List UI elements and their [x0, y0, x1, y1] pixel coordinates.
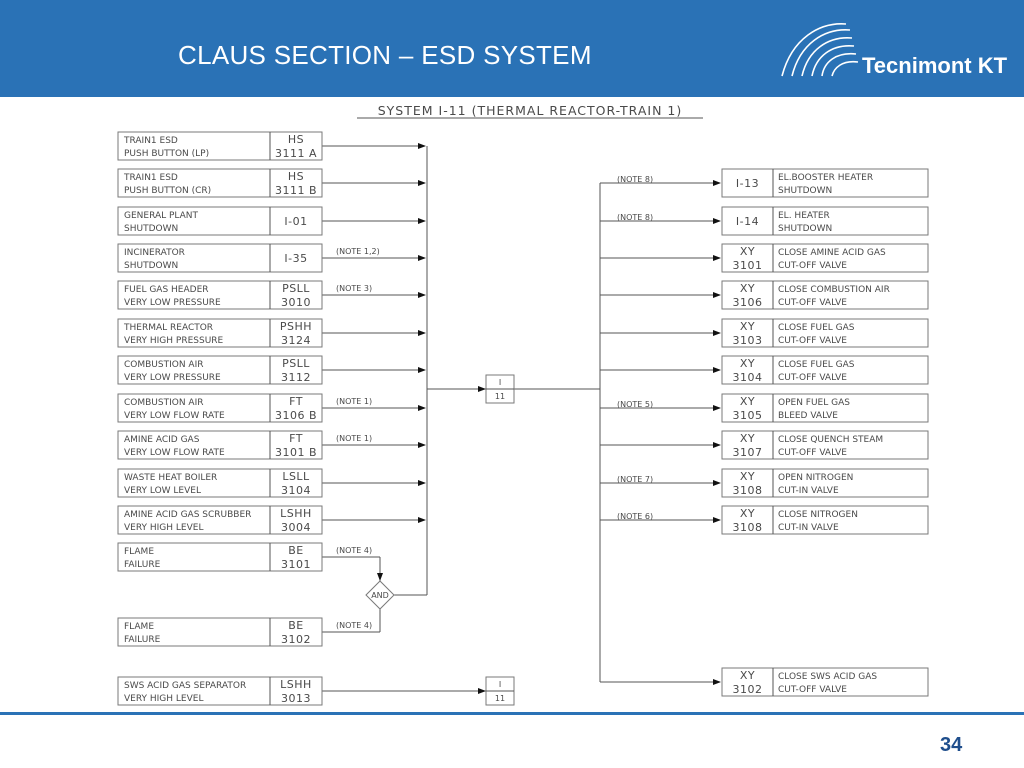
tecnimont-logo-icon	[780, 18, 860, 80]
output-note: (NOTE 7)	[617, 475, 654, 484]
input-tag-number: 3013	[281, 692, 311, 705]
output-description: CLOSE SWS ACID GAS	[778, 672, 878, 682]
input-description: COMBUSTION AIR	[124, 398, 204, 408]
input-tag-number: 3004	[281, 521, 311, 534]
input-tag: HS	[287, 170, 305, 183]
input-description: FAILURE	[124, 635, 161, 645]
input-tag-number: 3101 B	[274, 446, 318, 459]
junction-label: I	[498, 378, 502, 387]
input-description: GENERAL PLANT	[124, 211, 199, 221]
input-description: SHUTDOWN	[124, 224, 179, 234]
output-tag: I-14	[735, 215, 760, 228]
input-description: COMBUSTION AIR	[124, 360, 204, 370]
input-tag: I-35	[284, 252, 308, 265]
output-arrow-head	[713, 679, 721, 685]
input-description: TRAIN1 ESD	[124, 136, 178, 146]
output-arrow-head	[713, 292, 721, 298]
output-arrow-head	[713, 255, 721, 261]
junction-arrow-head	[478, 386, 486, 392]
input-note: (NOTE 3)	[336, 284, 373, 293]
output-note: (NOTE 6)	[617, 512, 654, 521]
input-tag: FT	[289, 395, 303, 408]
input-tag: LSLL	[282, 470, 310, 483]
junction-label: 11	[494, 694, 506, 703]
input-description: SWS ACID GAS SEPARATOR	[124, 681, 247, 691]
input-arrow-head	[418, 180, 426, 186]
input-tag: PSLL	[282, 357, 310, 370]
input-note: (NOTE 4)	[336, 621, 373, 630]
input-tag: FT	[289, 432, 303, 445]
output-description: CUT-OFF VALVE	[778, 448, 847, 458]
input-description: FLAME	[124, 547, 155, 557]
input-tag-number: 3112	[281, 371, 311, 384]
input-tag: BE	[288, 619, 304, 632]
input-arrow-head	[418, 255, 426, 261]
output-tag-number: 3108	[732, 521, 763, 534]
input-arrow-head	[418, 405, 426, 411]
output-description: SHUTDOWN	[778, 224, 833, 234]
output-tag-number: 3103	[732, 334, 763, 347]
input-tag-number: 3102	[281, 633, 311, 646]
input-description: VERY HIGH LEVEL	[124, 523, 204, 533]
input-description: INCINERATOR	[124, 248, 185, 258]
input-arrow-head	[418, 480, 426, 486]
input-description: VERY HIGH LEVEL	[124, 694, 204, 704]
esd-logic-diagram	[0, 97, 1024, 712]
input-tag-number: 3104	[281, 484, 311, 497]
input-description: VERY LOW FLOW RATE	[124, 411, 225, 421]
output-tag: XY	[739, 320, 756, 333]
output-arrow-head	[713, 180, 721, 186]
output-description: CUT-IN VALVE	[778, 486, 839, 496]
input-tag: LSHH	[280, 507, 312, 520]
input-tag-number: 3101	[281, 558, 311, 571]
output-arrow-head	[713, 517, 721, 523]
output-arrow-head	[713, 218, 721, 224]
output-description: CUT-IN VALVE	[778, 523, 839, 533]
input-arrow-head	[418, 292, 426, 298]
output-arrow-head	[713, 367, 721, 373]
output-tag: XY	[739, 669, 756, 682]
input-description: PUSH BUTTON (CR)	[124, 186, 212, 196]
input-description: FUEL GAS HEADER	[124, 285, 209, 295]
system-title: SYSTEM I-11 (THERMAL REACTOR-TRAIN 1)	[377, 103, 683, 118]
junction-label: 11	[494, 392, 506, 401]
output-description: CUT-OFF VALVE	[778, 336, 847, 346]
output-note: (NOTE 8)	[617, 213, 654, 222]
output-tag-number: 3102	[732, 683, 763, 696]
input-arrow-head	[418, 442, 426, 448]
output-description: CUT-OFF VALVE	[778, 685, 847, 695]
output-tag-number: 3107	[732, 446, 763, 459]
output-tag-number: 3104	[732, 371, 763, 384]
and-input-arrow-head	[377, 573, 383, 581]
input-arrow-head	[418, 517, 426, 523]
input-description: AMINE ACID GAS SCRUBBER	[124, 510, 252, 520]
output-description: CLOSE NITROGEN	[778, 510, 858, 520]
output-description: CUT-OFF VALVE	[778, 261, 847, 271]
output-arrow-head	[713, 442, 721, 448]
input-note: (NOTE 1,2)	[336, 247, 380, 256]
input-tag: I-01	[284, 215, 308, 228]
input-description: AMINE ACID GAS	[124, 435, 200, 445]
output-tag: XY	[739, 470, 756, 483]
and-gate-label: AND	[371, 591, 389, 600]
input-tag-number: 3111 A	[274, 147, 318, 160]
output-description: BLEED VALVE	[778, 411, 838, 421]
output-tag: XY	[739, 507, 756, 520]
input-description: THERMAL REACTOR	[124, 323, 214, 333]
input-description: VERY LOW PRESSURE	[124, 373, 221, 383]
input-description: FLAME	[124, 622, 155, 632]
junction2-arrow-head	[478, 688, 486, 694]
output-description: CLOSE COMBUSTION AIR	[778, 285, 890, 295]
output-description: CUT-OFF VALVE	[778, 373, 847, 383]
input-arrow-head	[418, 367, 426, 373]
input-tag: PSLL	[282, 282, 310, 295]
output-description: CUT-OFF VALVE	[778, 298, 847, 308]
input-note: (NOTE 1)	[336, 434, 373, 443]
output-description: CLOSE FUEL GAS	[778, 323, 855, 333]
input-note: (NOTE 1)	[336, 397, 373, 406]
output-tag: XY	[739, 282, 756, 295]
input-description: WASTE HEAT BOILER	[124, 473, 218, 483]
input-description: TRAIN1 ESD	[124, 173, 178, 183]
input-tag: PSHH	[279, 320, 313, 333]
input-arrow-head	[418, 218, 426, 224]
output-tag: XY	[739, 245, 756, 258]
output-arrow-head	[713, 405, 721, 411]
output-arrow-head	[713, 480, 721, 486]
logo-text: Tecnimont KT	[862, 53, 1008, 78]
output-description: CLOSE AMINE ACID GAS	[778, 248, 886, 258]
output-description: EL.BOOSTER HEATER	[778, 173, 874, 183]
output-tag-number: 3101	[732, 259, 763, 272]
input-description: VERY LOW PRESSURE	[124, 298, 221, 308]
output-tag-number: 3105	[732, 409, 763, 422]
output-tag: XY	[739, 432, 756, 445]
input-arrow-head	[418, 143, 426, 149]
diagram-blocks	[118, 132, 928, 705]
input-description: FAILURE	[124, 560, 161, 570]
output-description: OPEN NITROGEN	[778, 473, 854, 483]
input-description: VERY HIGH PRESSURE	[124, 336, 224, 346]
output-note: (NOTE 5)	[617, 400, 654, 409]
output-tag: XY	[739, 395, 756, 408]
input-note: (NOTE 4)	[336, 546, 373, 555]
input-description: PUSH BUTTON (LP)	[124, 149, 210, 159]
input-description: SHUTDOWN	[124, 261, 179, 271]
input-tag: BE	[288, 544, 304, 557]
output-tag: XY	[739, 357, 756, 370]
input-tag-number: 3111 B	[274, 184, 318, 197]
output-note: (NOTE 8)	[617, 175, 654, 184]
input-description: VERY LOW FLOW RATE	[124, 448, 225, 458]
title-bar	[0, 0, 1024, 97]
output-tag: I-13	[735, 177, 760, 190]
footer-divider	[0, 712, 1024, 715]
output-description: CLOSE QUENCH STEAM	[778, 435, 884, 445]
output-arrow-head	[713, 330, 721, 336]
input-tag-number: 3010	[281, 296, 311, 309]
page-number: 34	[940, 734, 963, 756]
input-tag-number: 3106 B	[274, 409, 318, 422]
output-description: CLOSE FUEL GAS	[778, 360, 855, 370]
input-description: VERY LOW LEVEL	[124, 486, 201, 496]
output-description: EL. HEATER	[778, 211, 830, 221]
input-tag: HS	[287, 133, 305, 146]
slide-title: CLAUS SECTION – ESD SYSTEM	[178, 40, 592, 70]
output-description: OPEN FUEL GAS	[778, 398, 850, 408]
output-tag-number: 3106	[732, 296, 763, 309]
junction-label: I	[498, 680, 502, 689]
output-tag-number: 3108	[732, 484, 763, 497]
input-tag: LSHH	[280, 678, 312, 691]
connection-lines	[322, 143, 721, 694]
input-arrow-head	[418, 330, 426, 336]
input-tag-number: 3124	[281, 334, 311, 347]
output-description: SHUTDOWN	[778, 186, 833, 196]
